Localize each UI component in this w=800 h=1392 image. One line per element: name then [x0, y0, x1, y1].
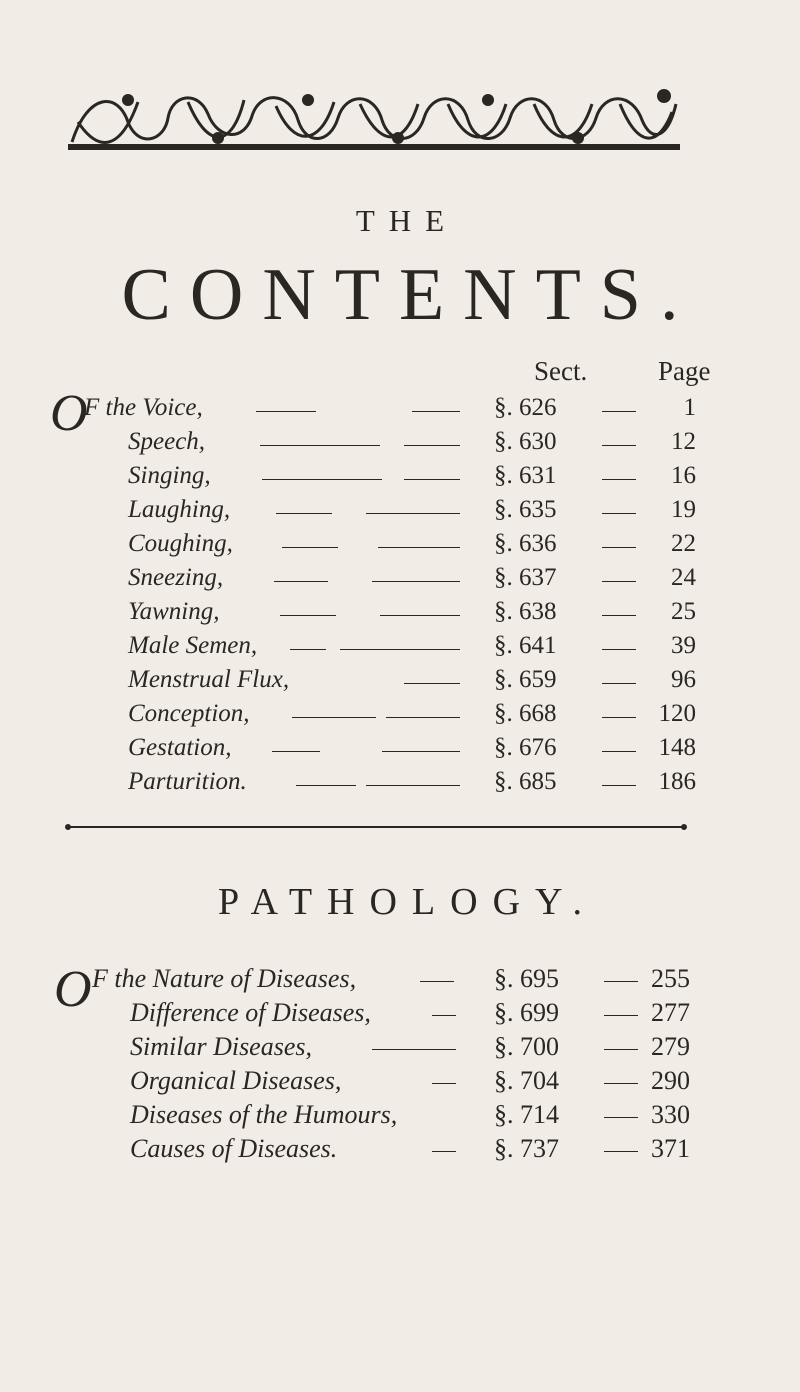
leader-dash: [404, 683, 460, 684]
leader-dash: [282, 547, 338, 548]
entry-title: Sneezing,: [128, 564, 224, 591]
entry-title: Laughing,: [128, 496, 231, 523]
toc-entry: [0, 998, 800, 1032]
entry-page: 148: [658, 734, 696, 761]
entry-section: §. 700: [494, 1032, 559, 1061]
entry-title: Conception,: [128, 700, 250, 727]
entry-page: 330: [651, 1100, 690, 1129]
toc-entry: [0, 1100, 800, 1134]
entry-section: §. 631: [494, 462, 557, 489]
entry-section: §. 699: [494, 998, 559, 1027]
leader-dash: [432, 1083, 456, 1084]
leader-dash: [290, 649, 326, 650]
section-divider: [68, 824, 684, 830]
entry-section: §. 659: [494, 666, 557, 693]
entry-page: 279: [651, 1032, 690, 1061]
leader-dash: [276, 513, 332, 514]
leader-dash: [274, 581, 328, 582]
leader-dash: [602, 479, 636, 480]
entry-section: §. 641: [494, 632, 557, 659]
entry-title: Parturition.: [128, 768, 247, 795]
entry-page: 186: [658, 768, 696, 795]
toc-entry: [0, 598, 800, 632]
leader-dash: [420, 981, 454, 982]
entry-title: Causes of Diseases.: [130, 1134, 338, 1163]
entry-title: Similar Diseases,: [130, 1032, 312, 1061]
entry-page: 12: [671, 428, 696, 455]
toc-entry: [0, 394, 800, 428]
leader-dash: [378, 547, 460, 548]
contents-dropcap: O: [50, 385, 88, 442]
entry-page: 19: [671, 496, 696, 523]
entry-section: §. 714: [494, 1100, 559, 1129]
entry-title: Singing,: [128, 462, 211, 489]
toc-entry: [0, 496, 800, 530]
leader-dash: [602, 751, 636, 752]
leader-dash: [604, 1049, 638, 1050]
leader-dash: [382, 751, 460, 752]
printers-ornament: [68, 82, 680, 156]
leader-dash: [602, 411, 636, 412]
leader-dash: [412, 411, 460, 412]
leader-dash: [366, 513, 460, 514]
entry-title: Diseases of the Humours,: [130, 1100, 398, 1129]
entry-page: 120: [658, 700, 696, 727]
toc-entry: [0, 564, 800, 598]
entry-page: 371: [651, 1134, 690, 1163]
leader-dash: [604, 981, 638, 982]
entry-section: §. 638: [494, 598, 557, 625]
leader-dash: [380, 615, 460, 616]
leader-dash: [386, 717, 460, 718]
entry-section: §. 676: [494, 734, 557, 761]
leader-dash: [604, 1117, 638, 1118]
entry-page: 25: [671, 598, 696, 625]
leader-dash: [372, 581, 460, 582]
toc-entry: [0, 700, 800, 734]
entry-page: 277: [651, 998, 690, 1027]
leader-dash: [280, 615, 336, 616]
leader-dash: [602, 615, 636, 616]
entry-page: 290: [651, 1066, 690, 1095]
pathology-dropcap: O: [54, 961, 92, 1018]
toc-entry: [0, 632, 800, 666]
entry-section: §. 668: [494, 700, 557, 727]
entry-section: §. 637: [494, 564, 557, 591]
leader-dash: [602, 717, 636, 718]
entry-title: F the Voice,: [84, 394, 203, 421]
toc-entry: [0, 734, 800, 768]
leader-dash: [604, 1083, 638, 1084]
toc-entry: [0, 768, 800, 802]
entry-title: Difference of Diseases,: [130, 998, 371, 1027]
leader-dash: [256, 411, 316, 412]
leader-dash: [432, 1015, 456, 1016]
leader-dash: [272, 751, 320, 752]
leader-dash: [602, 785, 636, 786]
toc-entry: [0, 1066, 800, 1100]
leader-dash: [602, 445, 636, 446]
entry-title: Organical Diseases,: [130, 1066, 342, 1095]
entry-section: §. 704: [494, 1066, 559, 1095]
leader-dash: [340, 649, 460, 650]
leader-dash: [296, 785, 356, 786]
section-column-header: Sect.: [534, 356, 588, 386]
the-heading: THE: [355, 203, 459, 238]
leader-dash: [292, 717, 376, 718]
toc-entry: [0, 1032, 800, 1066]
entry-title: Speech,: [128, 428, 206, 455]
entry-section: §. 626: [494, 394, 557, 421]
pathology-heading: PATHOLOGY.: [217, 881, 598, 923]
leader-dash: [602, 683, 636, 684]
entry-section: §. 636: [494, 530, 557, 557]
toc-entry: [0, 428, 800, 462]
entry-page: 22: [671, 530, 696, 557]
entry-page: 39: [671, 632, 696, 659]
entry-section: §. 685: [494, 768, 557, 795]
entry-page: 96: [671, 666, 696, 693]
contents-heading: CONTENTS.: [121, 254, 698, 336]
entry-section: §. 737: [494, 1134, 559, 1163]
leader-dash: [404, 479, 460, 480]
entry-page: 255: [651, 964, 690, 993]
toc-entry: [0, 666, 800, 700]
leader-dash: [604, 1151, 638, 1152]
entry-title: Coughing,: [128, 530, 233, 557]
leader-dash: [372, 1049, 456, 1050]
entry-title: Menstrual Flux,: [128, 666, 290, 693]
entry-title: Yawning,: [128, 598, 220, 625]
entry-section: §. 695: [494, 964, 559, 993]
entry-section: §. 635: [494, 496, 557, 523]
leader-dash: [602, 649, 636, 650]
leader-dash: [602, 547, 636, 548]
entry-title: Gestation,: [128, 734, 232, 761]
entry-page: 24: [671, 564, 696, 591]
leader-dash: [366, 785, 460, 786]
toc-entry: [0, 1134, 800, 1168]
entry-page: 16: [671, 462, 696, 489]
entry-title: Male Semen,: [128, 632, 258, 659]
leader-dash: [602, 581, 636, 582]
entry-section: §. 630: [494, 428, 557, 455]
toc-entry: [0, 964, 800, 998]
leader-dash: [602, 513, 636, 514]
leader-dash: [604, 1015, 638, 1016]
leader-dash: [262, 479, 382, 480]
toc-entry: [0, 530, 800, 564]
entry-page: 1: [683, 394, 696, 421]
leader-dash: [404, 445, 460, 446]
page-column-header: Page: [658, 356, 711, 386]
leader-dash: [432, 1151, 456, 1152]
toc-entry: [0, 462, 800, 496]
entry-title: F the Nature of Diseases,: [92, 964, 357, 993]
leader-dash: [260, 445, 380, 446]
